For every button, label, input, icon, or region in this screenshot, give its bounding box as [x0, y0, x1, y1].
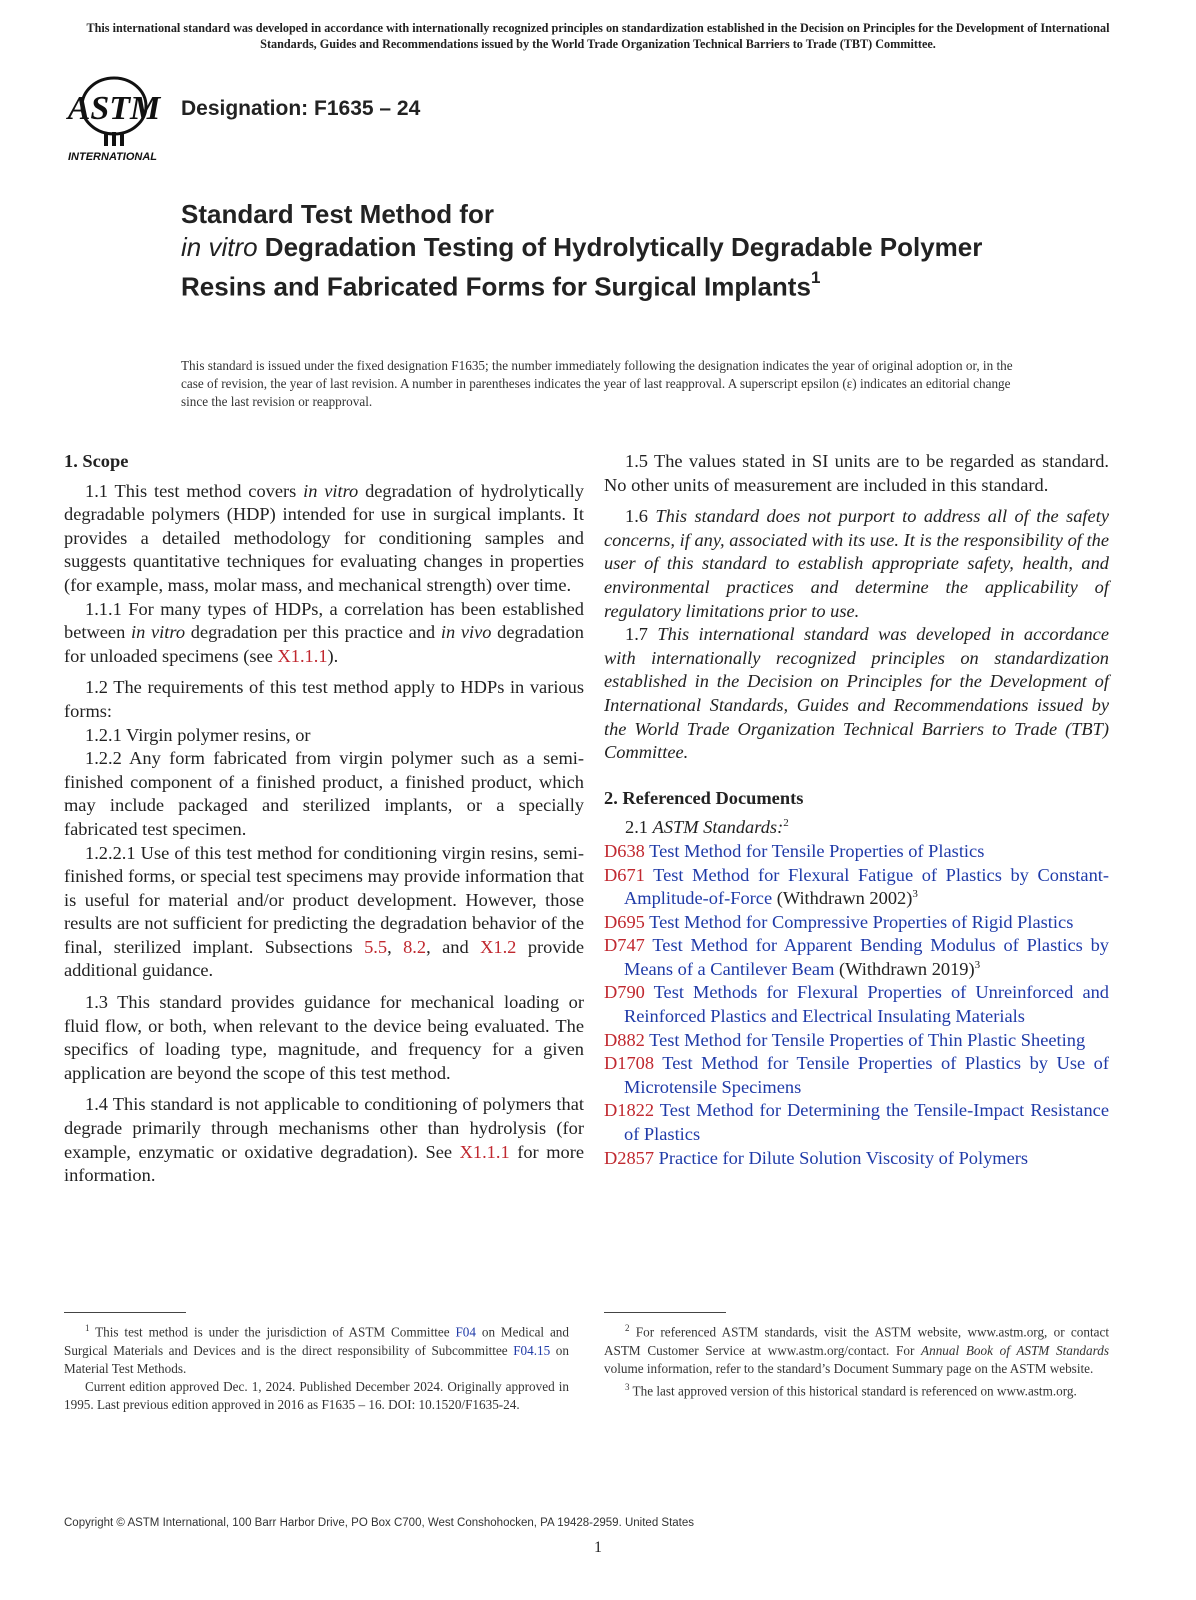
reference-code-link[interactable]: D1822: [604, 1100, 655, 1121]
reference-code-link[interactable]: D638: [604, 840, 645, 861]
link-x1-1-1-b[interactable]: X1.1.1: [459, 1141, 510, 1162]
reference-title-link[interactable]: Test Method for Tensile Properties of Plastics: [644, 840, 985, 861]
reference-footnote-marker: 3: [974, 958, 981, 971]
footnotes-left: [64, 1319, 569, 1414]
copyright: Copyright © ASTM International, 100 Barr Harbor Drive, PO Box C700, West Conshohocken, PA 19428-2959. United States: [64, 1517, 695, 1529]
footnote-1-edition: Current edition approved Dec. 1, 2024. Published December 2024. Originally approved in 1995. Last previous edition approved in 2016 as F1635 – 16. DOI: 10.1520/F1635-24.: [64, 1379, 569, 1413]
footnote-rule-right: [604, 1312, 726, 1313]
left-column: [64, 450, 584, 1188]
svg-text:INTERNATIONAL: INTERNATIONAL: [68, 151, 158, 163]
para-1-1: 1.1 This test method covers in vitro degradation of hydrolytically degradable polymers (HDP) intended for use in surgical implants. It provides a detailed methodology for conditioning samples and suggests quantitative techniques for evaluating changes in properties (for example, mass, molar mass, and mechanical strength) over time.: [64, 480, 584, 595]
reference-title-link[interactable]: Test Method for Tensile Properties of Thin Plastic Sheeting: [644, 1029, 1086, 1050]
para-1-6: 1.6 This standard does not purport to address all of the safety concerns, if any, associated with its use. It is the responsibility of the user of this standard to establish appropriate safety, health, and environmental practices and determine the applicability of regulatory limitations prior to use.: [604, 506, 1109, 621]
link-8-2[interactable]: 8.2: [403, 936, 427, 957]
title-italic: in vitro: [181, 232, 258, 262]
scope-heading: 1. Scope: [64, 451, 129, 471]
link-5-5[interactable]: 5.5: [364, 936, 388, 957]
link-x1-1-1[interactable]: X1.1.1: [277, 645, 328, 666]
para-1-4: 1.4 This standard is not applicable to conditioning of polymers that degrade primarily through mechanisms other than hydrolysis (for example, enzymatic or oxidative degradation). See X1.1.1 for more information.: [64, 1094, 584, 1186]
reference-code-link[interactable]: D671: [604, 864, 645, 885]
reference-withdrawn-note: (Withdrawn 2019): [834, 958, 975, 979]
wto-notice: This international standard was developed in accordance with internationally recognized principles on standardization established in the Decision on Principles for the Development of International Standards, Guides and Recommendations issued by the World Trade Organization Technical Barriers to Trade (TBT) Committee.: [86, 21, 1110, 51]
reference-title-link[interactable]: Test Method for Compressive Properties of Rigid Plastics: [644, 911, 1074, 932]
reference-item: [604, 1029, 1109, 1053]
para-1-5: 1.5 The values stated in SI units are to be regarded as standard. No other units of measurement are included in this standard.: [604, 451, 1109, 495]
reference-withdrawn-note: (Withdrawn 2002): [772, 888, 913, 909]
reference-code-link[interactable]: D790: [604, 982, 645, 1003]
reference-item: [604, 911, 1109, 935]
astm-logo: [66, 72, 170, 164]
footnote-1: $^1$ This test method is under the jurisdiction of ASTM Committee F04 on Medical and Surgical Materials and Devices and is the direct responsibility of Subcommittee F04.15 on Material Test Methods.: [64, 1323, 569, 1376]
para-1-2-2-1: 1.2.2.1 Use of this test method for conditioning virgin resins, semi-finished forms, or special test specimens may provide information that is useful for material and/or product development. However, those results are not sufficient for predicting the degradation behavior of the final, sterilized implant. Subsections 5.5, 8.2, and X1.2 provide additional guidance.: [64, 842, 584, 981]
title-rest: Degradation Testing of Hydrolytically Degradable Polymer Resins and Fabricated Forms for Surgical Implants: [181, 232, 983, 302]
para-1-2-1: 1.2.1 Virgin polymer resins, or: [85, 724, 311, 745]
title-line-2: [181, 231, 1001, 304]
reference-item: [604, 840, 1109, 864]
link-x1-2[interactable]: X1.2: [480, 936, 517, 957]
para-1-7: 1.7 This international standard was developed in accordance with internationally recognized principles on standardization established in the Decision on Principles for the Development of International Standards, Guides and Recommendations issued by the World Trade Organization Technical Barriers to Trade (TBT) Committee.: [604, 624, 1109, 763]
reference-item: [604, 1052, 1109, 1099]
reference-title-link[interactable]: Test Methods for Flexural Properties of Unreinforced and Reinforced Plastics and Electrical Insulating Materials: [624, 982, 1109, 1027]
para-1-1-1: 1.1.1 For many types of HDPs, a correlation has been established between in vitro degradation per this practice and in vivo degradation for unloaded specimens (see X1.1.1).: [64, 598, 584, 666]
footnote-2: $^2$ For referenced ASTM standards, visit the ASTM website, www.astm.org, or contact ASTM Customer Service at www.astm.org/contact. For Annual Book of ASTM Standards volume information, refer to the standard’s Document Summary page on the ASTM website.: [604, 1323, 1109, 1376]
footnote-rule-left: [64, 1312, 186, 1313]
reference-footnote-marker: 3: [912, 887, 918, 900]
para-1-2-2: 1.2.2 Any form fabricated from virgin polymer such as a semi-finished component of a finished product, a finished product, which may include packaged and sterilized implants, or a specially fabricated test specimen.: [64, 748, 584, 839]
referenced-documents-heading: 2. Referenced Documents: [604, 787, 804, 808]
reference-title-link[interactable]: Test Method for Apparent Bending Modulus of Plastics by Means of a Cantilever Beam: [624, 935, 1109, 979]
reference-title-link[interactable]: Test Method for Determining the Tensile-Impact Resistance of Plastics: [624, 1100, 1109, 1145]
para-1-3: 1.3 This standard provides guidance for mechanical loading or fluid flow, or both, when relevant to the device being evaluated. The specifics of loading type, magnitude, and frequency for a given application are beyond the scope of this test method.: [64, 992, 584, 1083]
reference-code-link[interactable]: D695: [604, 911, 645, 932]
reference-item: [604, 934, 1109, 981]
reference-title-link[interactable]: Test Method for Tensile Properties of Plastics by Use of Microtensile Specimens: [624, 1053, 1109, 1097]
designation: Designation: F1635 – 24: [181, 97, 421, 120]
reference-title-link[interactable]: Test Method for Flexural Fatigue of Plastics by Constant-Amplitude-of-Force: [624, 864, 1109, 909]
title-line-1: Standard Test Method for: [181, 199, 494, 229]
reference-code-link[interactable]: D1708: [604, 1053, 655, 1074]
astm-logo-icon: [66, 72, 170, 164]
issued-note: This standard is issued under the fixed designation F1635; the number immediately following the designation indicates the year of original adoption or, in the case of revision, the year of last revision. A number in parentheses indicates the year of last reapproval. A superscript epsilon (ε) indicates an editorial change since the last revision or reapproval.: [181, 358, 1013, 409]
link-f04[interactable]: F04: [455, 1324, 476, 1340]
footnote-3: $^3$ The last approved version of this historical standard is referenced on www.astm.org.: [625, 1382, 1077, 1399]
svg-text:ASTM: ASTM: [67, 90, 161, 127]
document-title: [181, 198, 1001, 304]
reference-code-link[interactable]: D747: [604, 935, 645, 956]
reference-code-link[interactable]: D2857: [604, 1147, 655, 1168]
reference-code-link[interactable]: D882: [604, 1029, 645, 1050]
title-footnote-marker: 1: [810, 268, 821, 287]
footnotes-right: [604, 1319, 1109, 1401]
right-column: [604, 450, 1109, 1170]
reference-item: [604, 1147, 1109, 1171]
reference-item: [604, 1099, 1109, 1146]
page-number: 1: [594, 1539, 602, 1556]
link-f04-15[interactable]: F04.15: [513, 1342, 551, 1358]
para-1-2: 1.2 The requirements of this test method apply to HDPs in various forms:: [64, 677, 584, 721]
reference-list: [604, 840, 1109, 1170]
reference-item: [604, 864, 1109, 911]
reference-title-link[interactable]: Practice for Dilute Solution Viscosity of Polymers: [654, 1147, 1029, 1168]
reference-item: [604, 981, 1109, 1028]
para-2-1: 2.1 ASTM Standards:$^2$: [625, 817, 789, 838]
